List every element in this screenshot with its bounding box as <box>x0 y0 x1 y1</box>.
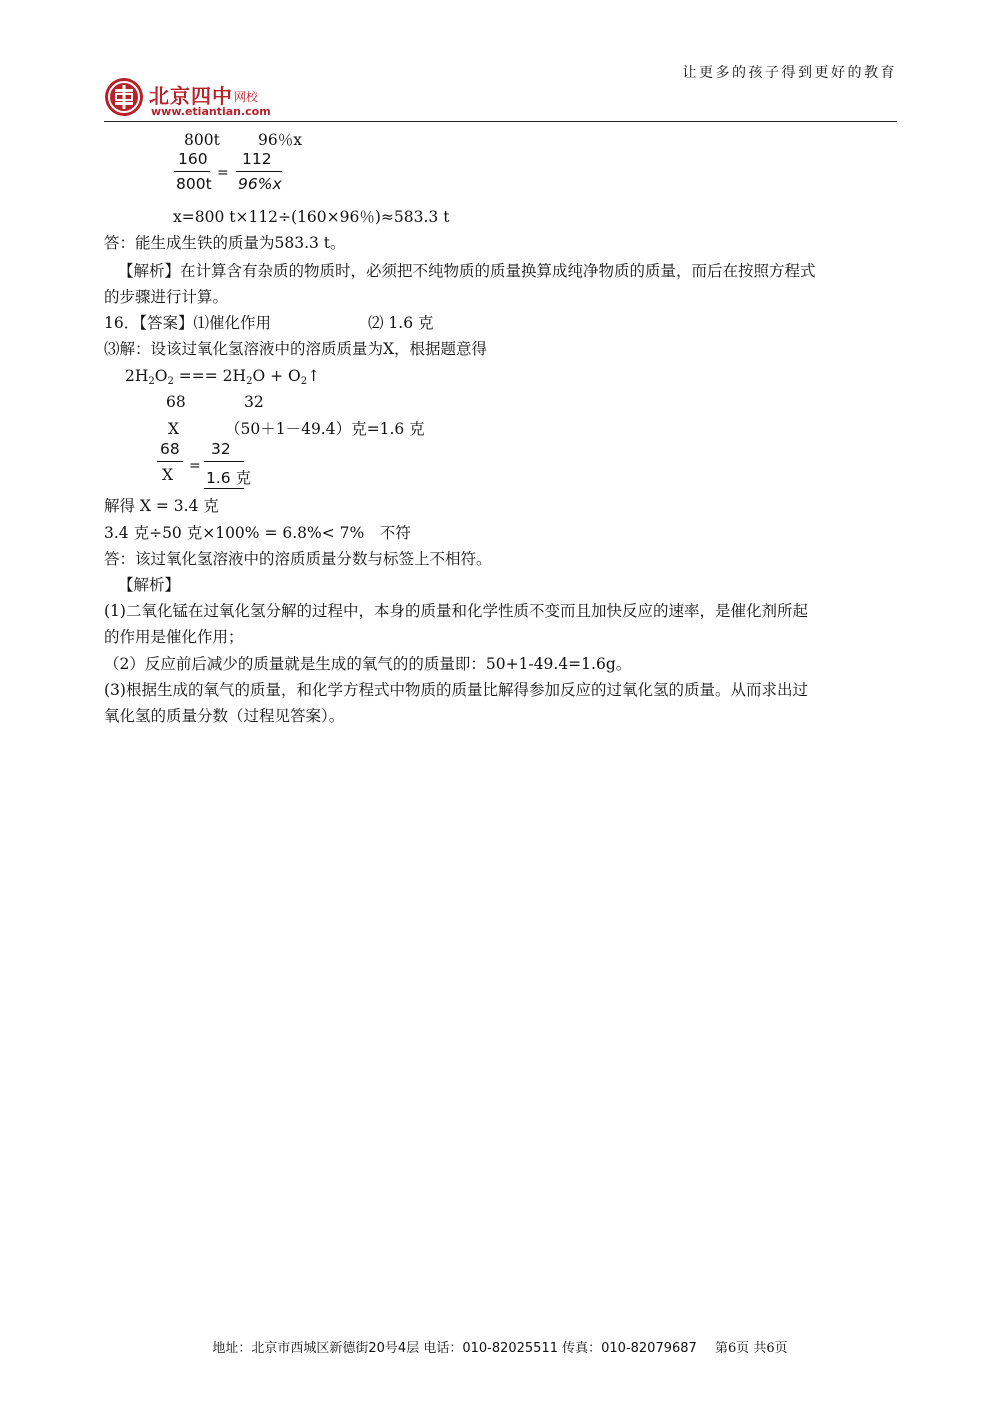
eq-subscript: 2 <box>246 376 253 387</box>
equals-sign: = <box>189 458 201 474</box>
molar-mass-32: 32 <box>244 393 264 411</box>
analysis-2-item-1-line-2: 的作用是催化作用； <box>104 628 244 646</box>
oxygen-mass: （50＋1－49.4）克=1.6 克 <box>225 420 425 438</box>
logo-emblem-icon <box>103 76 145 118</box>
eq-part: O <box>154 367 168 385</box>
logo-name: 北京四中 <box>149 84 233 108</box>
footer-address: 地址：北京市西城区新德街20号4层 电话：010-82025511 传真：010-82079687 <box>212 1341 697 1356</box>
answer-2: 答：该过氧化氢溶液中的溶质质量分数与标签上不相符。 <box>104 550 492 568</box>
fraction-bar <box>174 171 210 172</box>
analysis-2-item-3-line-2: 氧化氢的质量分数（过程见答案）。 <box>104 707 345 725</box>
fraction-denominator: X <box>162 466 174 484</box>
header-slogan: 让更多的孩子得到更好的教育 <box>682 65 897 81</box>
molar-mass-68: 68 <box>166 393 186 411</box>
mass-value-800t: 800t <box>184 131 220 149</box>
fraction-numerator: 160 <box>178 150 208 168</box>
fraction-denominator: 96%x <box>238 175 282 193</box>
eq-part: ↑ <box>307 367 321 385</box>
fraction-denominator: 1.6 克 <box>206 469 252 487</box>
eq-part: === 2H <box>173 367 247 385</box>
fraction-numerator: 32 <box>211 440 231 458</box>
school-logo <box>103 76 283 118</box>
fraction-bar <box>157 461 183 462</box>
header-divider <box>104 121 897 122</box>
calc-x: x=800 t×112÷(160×96％)≈583.3 t <box>173 208 450 226</box>
fraction-denominator: 800t <box>176 175 212 193</box>
q16-answer-2: ⑵ 1.6 克 <box>368 314 434 332</box>
eq-part: 2H <box>125 367 149 385</box>
analysis-1-line-1: 【解析】在计算含有杂质的物质时，必须把不纯物质的质量换算成纯净物质的质量，而后在按照方程式 <box>118 262 816 280</box>
page-footer <box>0 1337 1000 1356</box>
answer-1: 答：能生成生铁的质量为583.3 t。 <box>104 234 346 252</box>
result: 解得 X = 3.4 克 <box>104 497 219 515</box>
analysis-2-item-2: （2）反应前后减少的质量就是生成的氧气的的质量即：50+1-49.4=1.6g。 <box>104 655 632 673</box>
fraction-numerator: 112 <box>242 150 272 168</box>
eq-part: O + O <box>252 367 301 385</box>
q16-answer: 16．【答案】⑴催化作用 <box>104 314 271 332</box>
eq-subscript: 2 <box>167 376 174 387</box>
analysis-2-item-1-line-1: (1)二氧化锰在过氧化氢分解的过程中，本身的质量和化学性质不变而且加快反应的速率，是催化剂所起 <box>104 602 808 620</box>
mass-value-96x: 96％x <box>258 131 302 149</box>
chemical-equation <box>125 366 320 392</box>
logo-url: www.etiantian.com <box>151 105 271 118</box>
footer-page-number: 第6页 共6页 <box>714 1341 788 1356</box>
underline <box>204 488 244 489</box>
analysis-2-item-3-line-1: (3)根据生成的氧气的质量，和化学方程式中物质的质量比解得参加反应的过氧化氢的质量。从而求出过 <box>104 681 808 699</box>
unknown-x: X <box>168 420 180 438</box>
analysis-1-line-2: 的步骤进行计算。 <box>104 288 229 306</box>
logo-tag: 网校 <box>234 90 259 104</box>
equals-sign: = <box>217 165 229 181</box>
fraction-numerator: 68 <box>160 440 180 458</box>
analysis-2-title: 【解析】 <box>118 576 181 594</box>
ratio: 3.4 克÷50 克×100% = 6.8%< 7% 不符 <box>104 524 411 542</box>
q16-solve: ⑶解：设该过氧化氢溶液中的溶质质量为X，根据题意得 <box>104 340 488 358</box>
eq-subscript: 2 <box>300 376 308 387</box>
fraction-bar <box>236 171 282 172</box>
eq-subscript: 2 <box>148 376 155 387</box>
fraction-bar <box>204 461 244 462</box>
